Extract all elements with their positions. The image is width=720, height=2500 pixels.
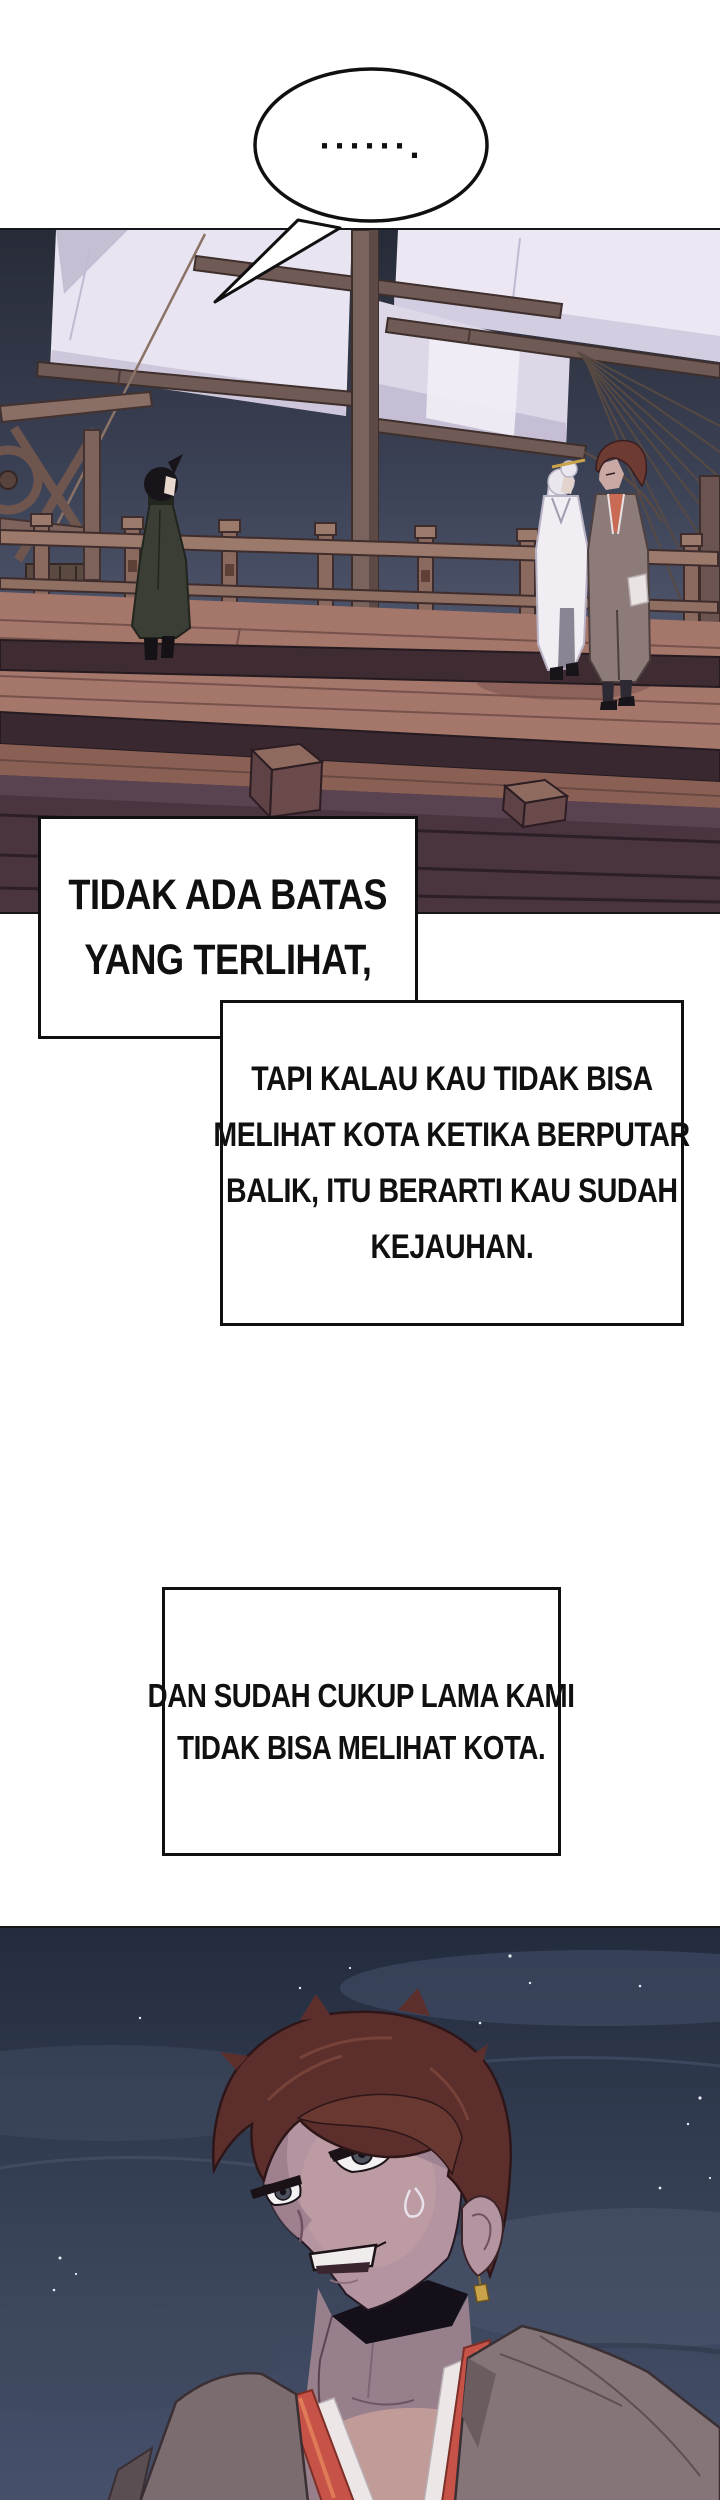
deck-block-left: [250, 744, 322, 817]
caption-line: YANG TERLIHAT,: [84, 935, 372, 984]
speech-bubble-text: ······.: [319, 125, 423, 166]
caption-line: TIDAK ADA BATAS: [68, 870, 388, 919]
caption-line: TAPI KALAU KAU TIDAK BISA: [251, 1060, 653, 1098]
ship-scene-panel: [0, 228, 720, 914]
caption-box-3: [148, 1587, 575, 1856]
caption-line: TIDAK BISA MELIHAT KOTA.: [177, 1728, 546, 1766]
ship-scene-art: [0, 230, 720, 912]
caption-line: KEJAUHAN.: [370, 1228, 534, 1266]
caption-line: DAN SUDAH CUKUP LAMA KAMI: [148, 1676, 575, 1714]
speech-bubble: [180, 50, 500, 320]
caption-box-2: [213, 1000, 691, 1326]
caption-line: MELIHAT KOTA KETIKA BERPUTAR: [213, 1116, 691, 1154]
portrait-art: [0, 1928, 720, 2500]
portrait-panel: [0, 1926, 720, 2500]
caption-line: BALIK, ITU BERARTI KAU SUDAH: [226, 1172, 678, 1210]
speech-bubble-tail: [215, 220, 340, 302]
